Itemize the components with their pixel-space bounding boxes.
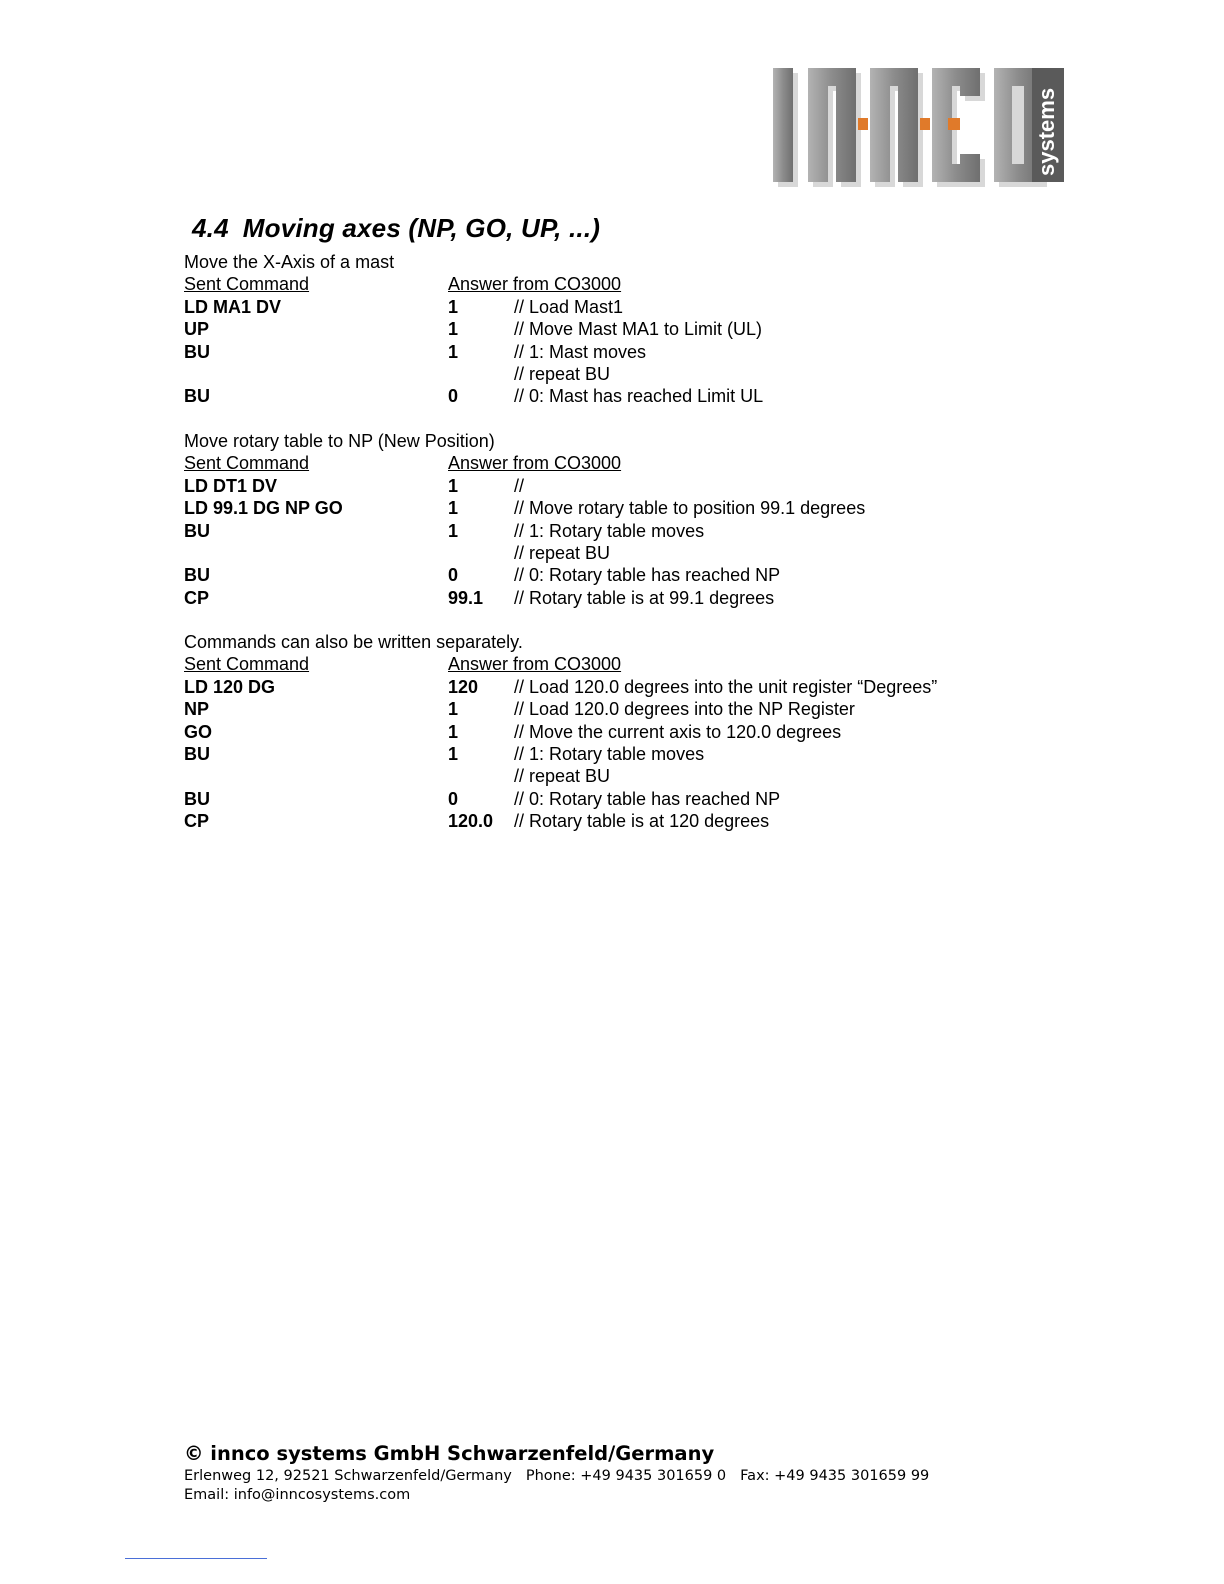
table-row [184, 318, 763, 340]
answer: 0 [448, 565, 459, 586]
answer: 99.1 [448, 587, 484, 608]
command: BU [184, 386, 210, 407]
comment: // 1: Rotary table moves [514, 743, 705, 764]
command: CP [184, 587, 210, 608]
footer-divider [125, 1558, 267, 1559]
comment: // Load Mast1 [514, 296, 624, 317]
command: BU [184, 788, 210, 809]
command: BU [184, 341, 210, 362]
table-row [184, 497, 866, 519]
section-intro: Commands can also be written separately. [184, 632, 523, 652]
table-row [184, 564, 781, 586]
comment: // Move the current axis to 120.0 degrees [514, 721, 842, 742]
example-separate-commands [184, 631, 938, 833]
header-answer: Answer from CO3000 [448, 274, 622, 295]
example-rotary-table-np [184, 430, 866, 609]
table-row [184, 520, 705, 542]
answer: 1 [448, 296, 459, 317]
answer: 0 [448, 788, 459, 809]
footer-email: Email: info@inncosystems.com [184, 1487, 411, 1503]
section-intro: Move the X-Axis of a mast [184, 252, 395, 272]
command: LD 120 DG [184, 676, 276, 697]
command: NP [184, 699, 210, 720]
answer: 1 [448, 699, 459, 720]
footer-address: Erlenweg 12, 92521 Schwarzenfeld/Germany [184, 1468, 512, 1484]
comment: // 1: Rotary table moves [514, 520, 705, 541]
header-answer: Answer from CO3000 [448, 453, 622, 474]
table-row [184, 363, 611, 385]
table-row [184, 743, 705, 765]
answer: 120 [448, 676, 479, 697]
answer: 1 [448, 498, 459, 519]
section-title: Moving axes (NP, GO, UP, ...) [242, 213, 601, 243]
command: CP [184, 811, 210, 832]
footer-company: © innco systems GmbH Schwarzenfeld/Germany [184, 1442, 715, 1465]
section-intro: Move rotary table to NP (New Position) [184, 431, 495, 451]
innco-systems-logo [770, 64, 1070, 190]
command: LD 99.1 DG NP GO [184, 498, 343, 519]
command: LD MA1 DV [184, 296, 282, 317]
table-header [184, 452, 622, 474]
comment: // 0: Rotary table has reached NP [514, 788, 781, 809]
command: UP [184, 319, 210, 340]
command: BU [184, 520, 210, 541]
answer: 1 [448, 341, 459, 362]
comment: // [514, 475, 525, 496]
command: LD DT1 DV [184, 475, 278, 496]
table-row [184, 765, 611, 787]
innco-logo-graphic [770, 64, 1070, 190]
comment: // repeat BU [514, 766, 611, 787]
table-row [184, 788, 781, 810]
comment: // Load 120.0 degrees into the NP Register [514, 699, 855, 720]
command: BU [184, 565, 210, 586]
table-row [184, 542, 611, 564]
answer: 0 [448, 386, 459, 407]
header-sent-command: Sent Command [184, 654, 310, 675]
answer: 1 [448, 743, 459, 764]
header-answer: Answer from CO3000 [448, 654, 622, 675]
comment: // 0: Rotary table has reached NP [514, 565, 781, 586]
table-row [184, 587, 775, 609]
table-row [184, 385, 764, 407]
command: GO [184, 721, 213, 742]
answer: 1 [448, 721, 459, 742]
comment: // Rotary table is at 99.1 degrees [514, 587, 775, 608]
table-row [184, 676, 938, 698]
comment: // Move rotary table to position 99.1 degrees [514, 498, 866, 519]
page-footer [184, 1441, 929, 1505]
comment: // Load 120.0 degrees into the unit register “Degrees” [514, 676, 938, 697]
comment: // 1: Mast moves [514, 341, 647, 362]
header-sent-command: Sent Command [184, 453, 310, 474]
comment: // Rotary table is at 120 degrees [514, 811, 770, 832]
answer: 1 [448, 520, 459, 541]
table-row [184, 475, 525, 497]
header-sent-command: Sent Command [184, 274, 310, 295]
answer: 120.0 [448, 811, 494, 832]
table-row [184, 341, 647, 363]
footer-fax: Fax: +49 9435 301659 99 [740, 1468, 930, 1484]
answer: 1 [448, 475, 459, 496]
section-number: 4.4 [192, 213, 229, 243]
table-row [184, 698, 855, 720]
comment: // 0: Mast has reached Limit UL [514, 386, 764, 407]
command: BU [184, 743, 210, 764]
logo-systems-text: systems [1034, 87, 1059, 176]
footer-phone: Phone: +49 9435 301659 0 [525, 1468, 727, 1484]
table-row [184, 721, 842, 743]
comment: // Move Mast MA1 to Limit (UL) [514, 319, 763, 340]
example-mast-x-axis [184, 251, 764, 408]
page-title [192, 213, 600, 244]
table-row [184, 296, 624, 318]
answer: 1 [448, 319, 459, 340]
table-row [184, 810, 770, 832]
footer-contact-line [184, 1467, 929, 1486]
table-header [184, 653, 622, 675]
comment: // repeat BU [514, 542, 611, 563]
comment: // repeat BU [514, 363, 611, 384]
table-header [184, 273, 622, 295]
